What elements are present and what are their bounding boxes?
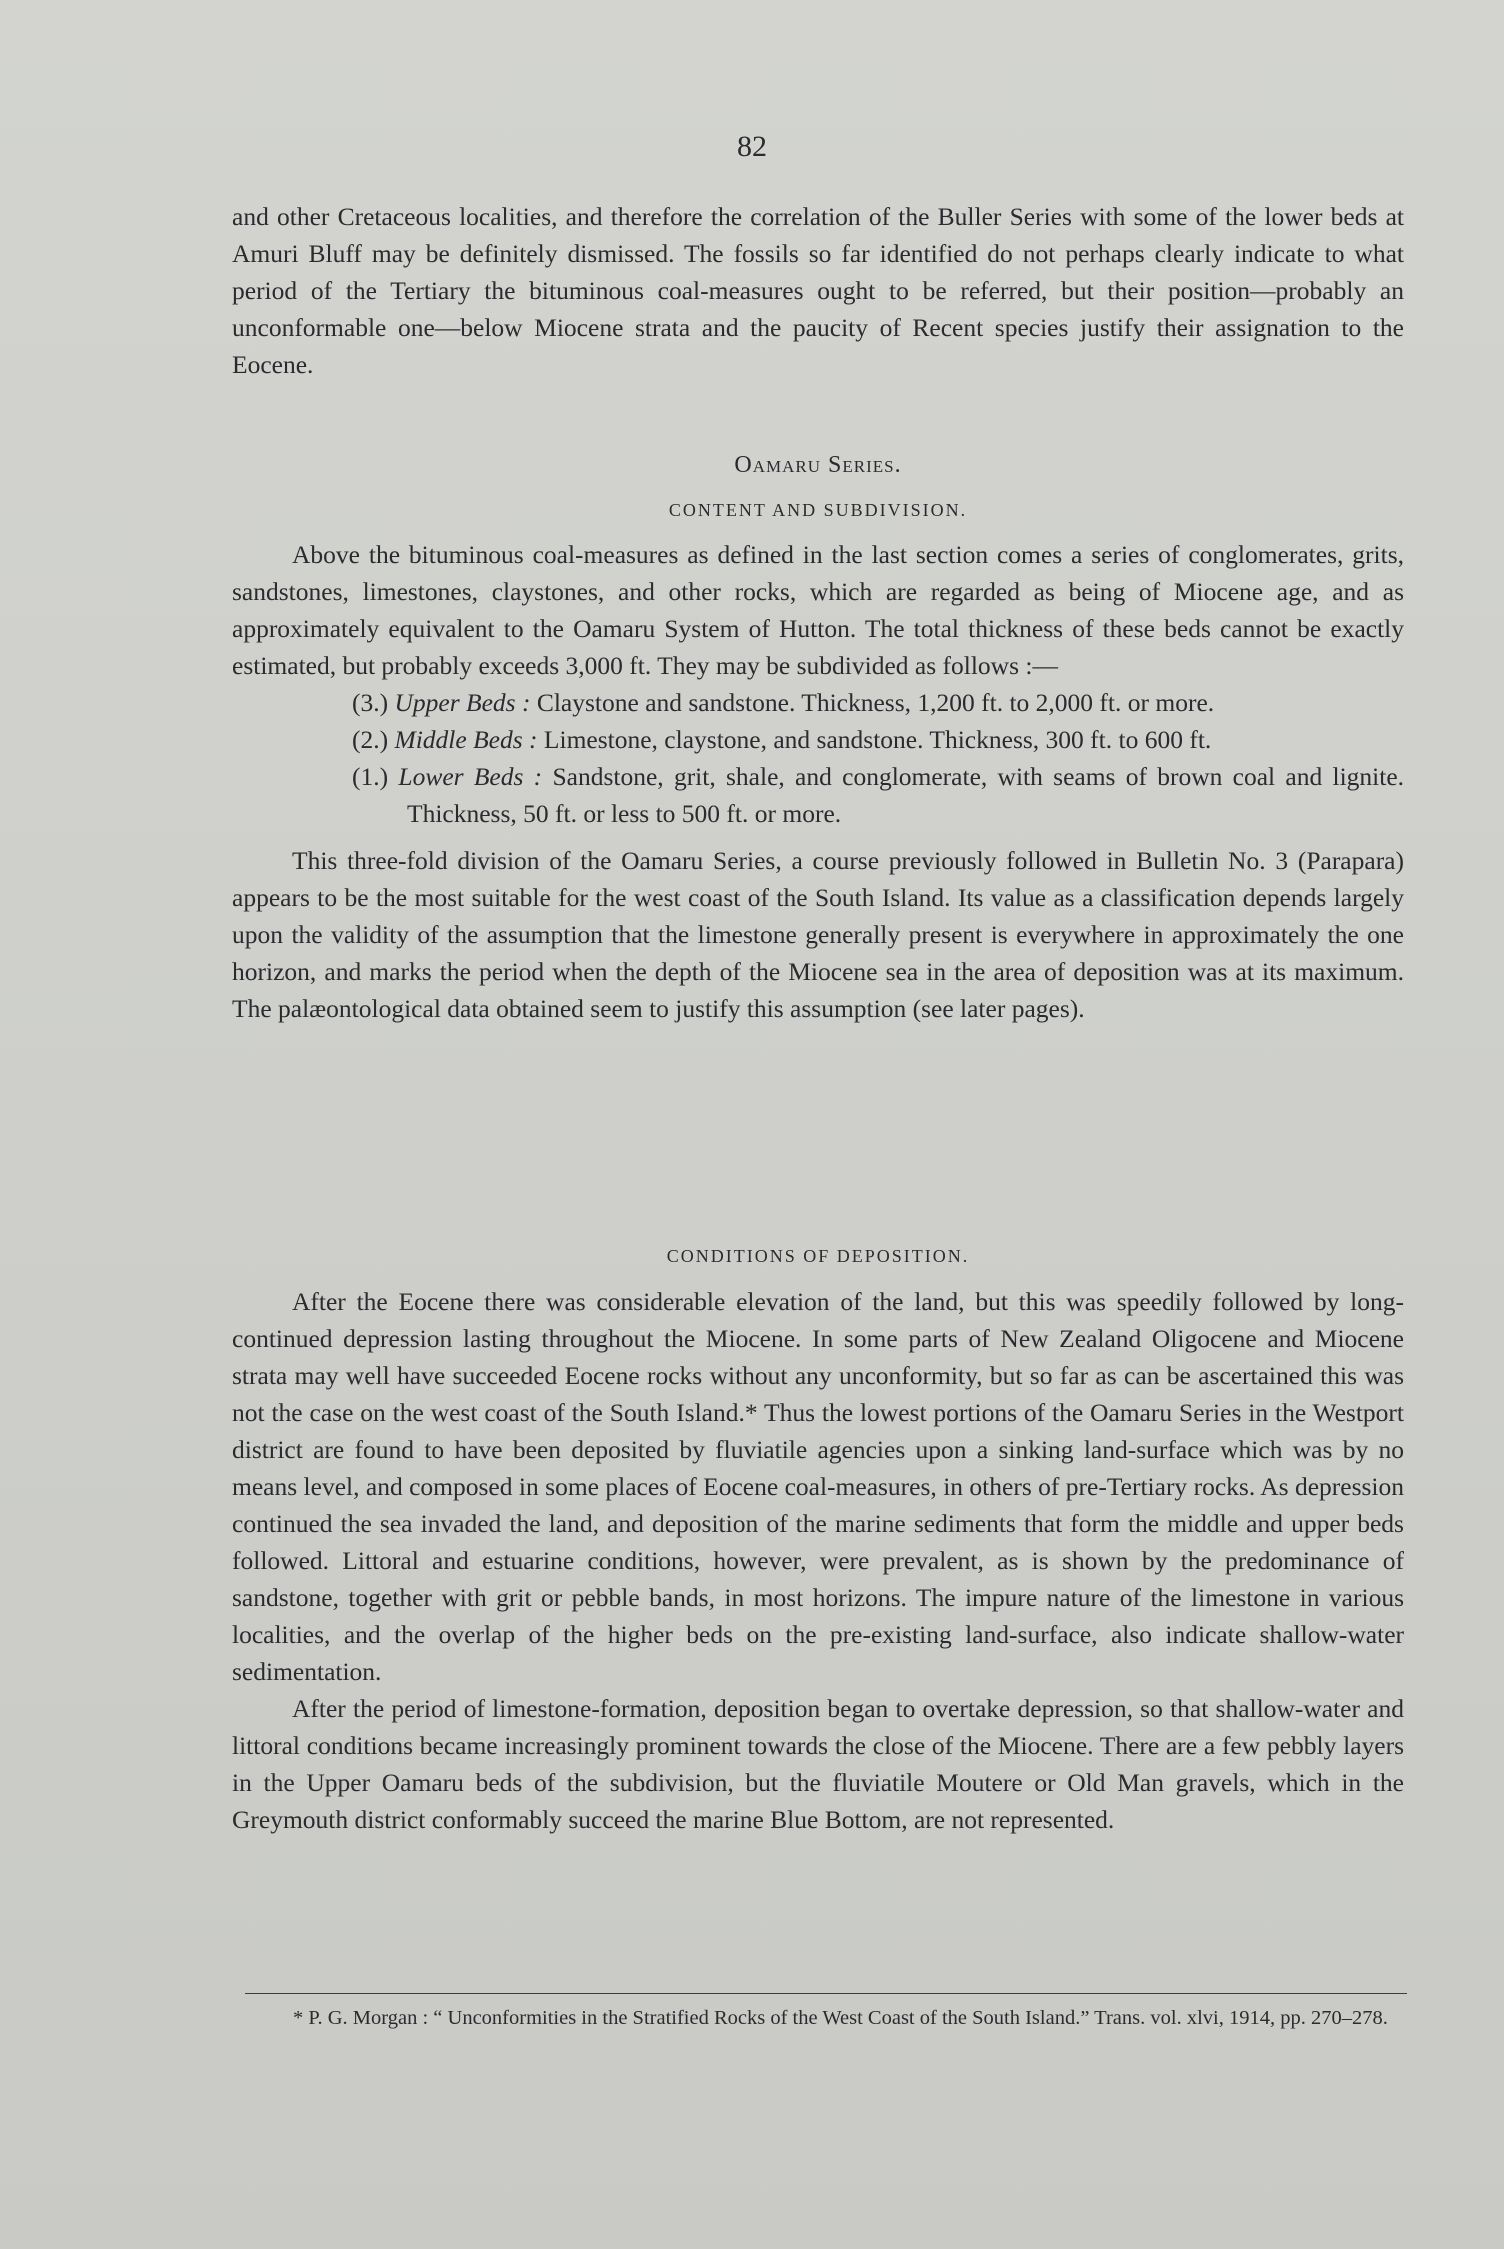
intro-paragraph: and other Cretaceous localities, and therefore the correlation of the Buller Series with some of the lower beds at Amuri Bluff may be definitely dismissed. The fossils so far identified do not perhaps clearly indicate to what period of the Tertiary the bituminous coal-measures ought to be referred, but their position—probably an unconformable one—below Miocene strata and the paucity of Recent species justify their assignation to the Eocene. <box>232 202 1404 379</box>
list-item-number: (3.) <box>352 688 389 717</box>
list-item-lower-beds <box>232 758 1404 832</box>
content-paragraph-2: This three-fold division of the Oamaru Series, a course previously followed in Bulletin No. 3 (Parapara) appears to be the most suitable for the west coast of the South Island. Its value as a classification depends largely upon the validity of the assumption that the limestone generally present is everywhere in approximately the one horizon, and marks the period when the depth of the Miocene sea in the area of deposition was at its maximum. The palæontological data obtained seem to justify this assumption (see later pages). <box>232 846 1404 1023</box>
list-item-number: (1.) <box>352 762 389 791</box>
section-title-text: Oamaru Series. <box>734 452 902 478</box>
footnote <box>248 2003 1408 2033</box>
page-number: 82 <box>737 130 767 163</box>
list-item-upper-beds <box>232 684 1404 721</box>
content-subdivision-block <box>232 536 1404 1027</box>
body-text <box>232 198 1404 383</box>
list-item-text: Claystone and sandstone. Thickness, 1,200 ft. to 2,000 ft. or more. <box>536 688 1215 717</box>
content-paragraph-1: Above the bituminous coal-measures as defined in the last section comes a series of conglomerates, grits, sandstones, limestones, claystones, and other rocks, which are regarded as being of Miocene age, and as approximately equivalent to the Oamaru System of Hutton. The total thickness of these beds cannot be exactly estimated, but probably exceeds 3,000 ft. They may be subdivided as follows :— <box>232 540 1404 680</box>
subsection-heading-content-text: CONTENT AND SUBDIVISION. <box>668 500 968 520</box>
subsection-heading-content <box>232 492 1404 529</box>
subsection-heading-conditions <box>232 1238 1404 1275</box>
list-item-number: (2.) <box>352 725 389 754</box>
list-item-label: Middle Beds : <box>394 725 538 754</box>
section-title <box>232 447 1404 484</box>
conditions-paragraph-2: After the period of limestone-formation, deposition began to overtake depression, so that shallow-water and littoral conditions became increasingly prominent towards the close of the Miocene. There are a few pebbly layers in the Upper Oamaru beds of the subdivision, but the fluviatile Moutere or Old Man gravels, which in the Greymouth district conformably succeed the marine Blue Bottom, are not represented. <box>232 1694 1404 1834</box>
list-item-label: Lower Beds : <box>398 762 543 791</box>
conditions-block <box>232 1283 1404 1838</box>
footnote-text: * P. G. Morgan : “ Unconformities in the Stratified Rocks of the West Coast of the South Island.” Trans. vol. xlvi, 1914, pp. 270–278. <box>293 2007 1388 2029</box>
conditions-paragraph-1: After the Eocene there was considerable elevation of the land, but this was speedily followed by long-continued depression lasting throughout the Miocene. In some parts of New Zealand Oligocene and Miocene strata may well have succeeded Eocene rocks without any unconformity, but so far as can be ascertained this was not the case on the west coast of the South Island.* Thus the lowest portions of the Oamaru Series in the Westport district are found to have been deposited by fluviatile agencies upon a sinking land-surface which was by no means level, and composed in some places of Eocene coal-measures, in others of pre-Tertiary rocks. As depression continued the sea invaded the land, and deposition of the marine sediments that form the middle and upper beds followed. Littoral and estuarine conditions, however, were prevalent, as is shown by the predominance of sandstone, together with grit or pebble bands, in most horizons. The impure nature of the limestone in various localities, and the overlap of the higher beds on the pre-existing land-surface, also indicate shallow-water sedimentation. <box>232 1287 1404 1686</box>
list-item-label: Upper Beds : <box>394 688 531 717</box>
list-item-text: Sandstone, grit, shale, and conglomerate, with seams of brown coal and lignite. Thickness, 50 ft. or less to 500 ft. or more. <box>407 762 1405 828</box>
footnote-divider <box>245 1993 1407 1994</box>
subsection-heading-conditions-text: CONDITIONS OF DEPOSITION. <box>666 1246 970 1266</box>
list-item-text: Limestone, claystone, and sandstone. Thickness, 300 ft. to 600 ft. <box>543 725 1212 754</box>
list-item-middle-beds <box>232 721 1404 758</box>
